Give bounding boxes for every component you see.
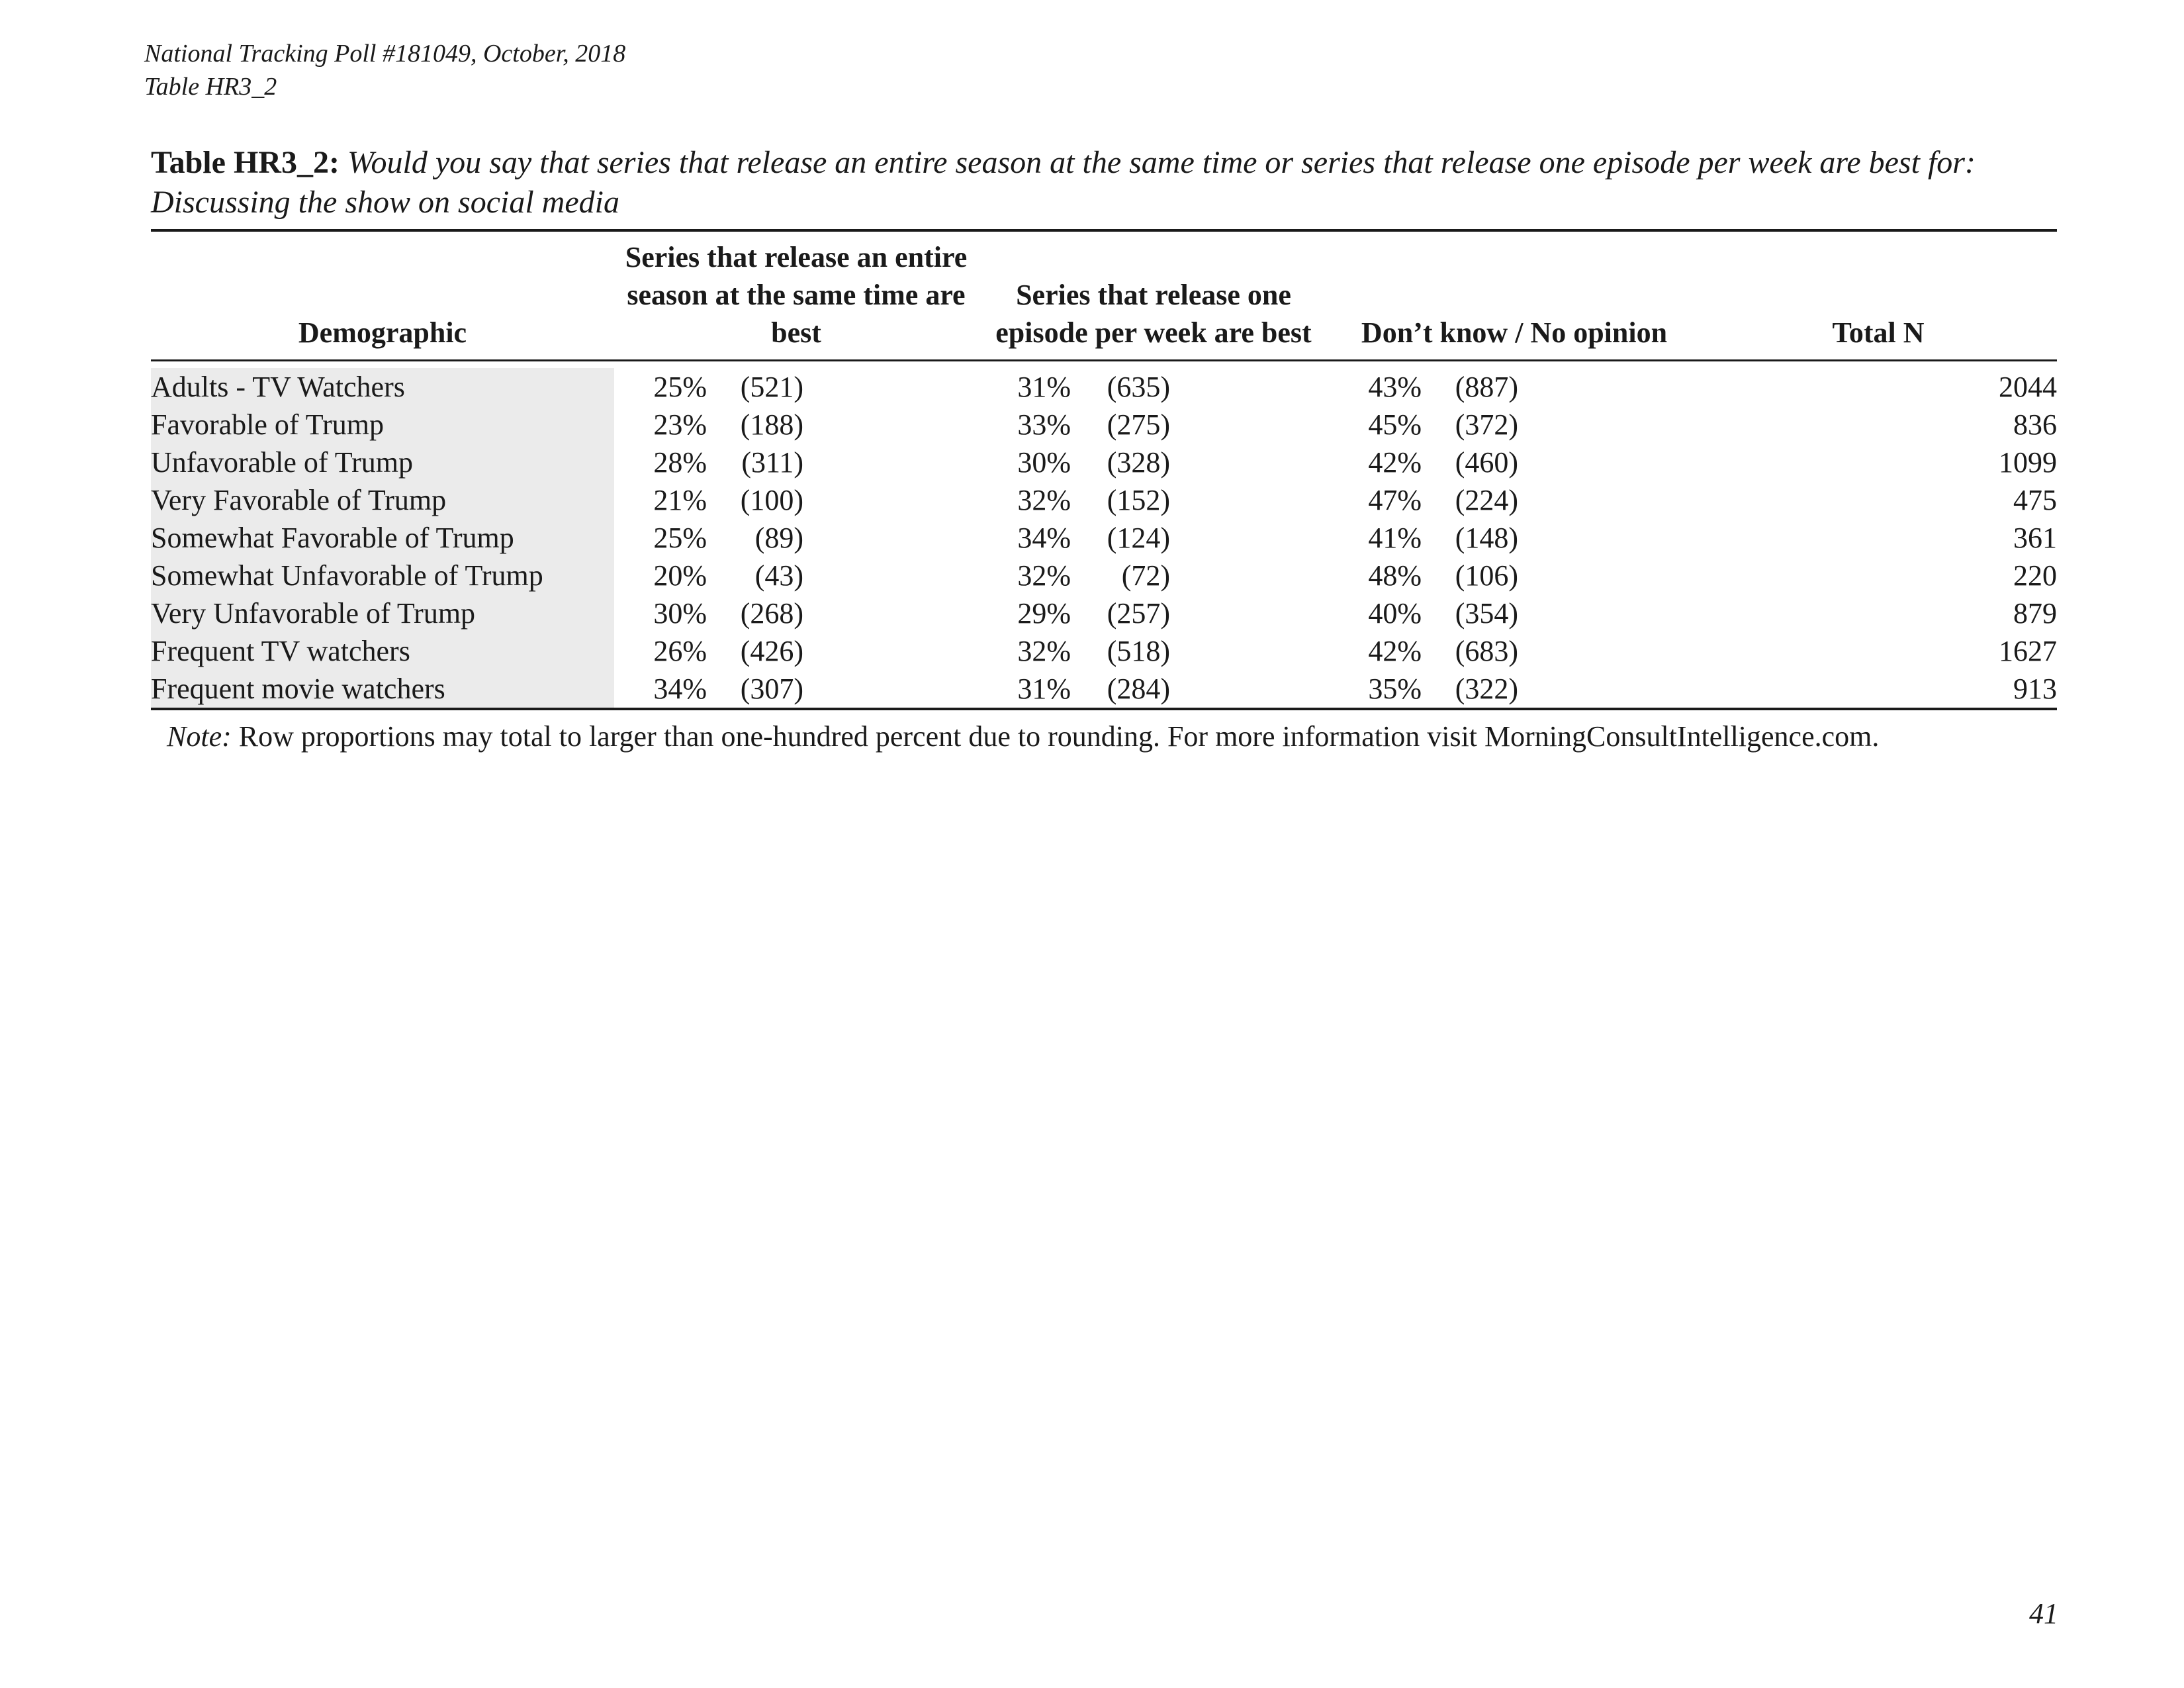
- dont-know-cell: [1329, 481, 1700, 519]
- table-row: [151, 632, 2057, 670]
- row-label: Very Favorable of Trump: [151, 481, 614, 519]
- entire-season-count: (89): [754, 522, 803, 554]
- table-caption: [151, 143, 2057, 222]
- entire-season-cell-content: [614, 670, 978, 708]
- dont-know-count: (683): [1455, 635, 1518, 667]
- row-label: Frequent TV watchers: [151, 632, 614, 670]
- one-per-week-count: (518): [1107, 635, 1170, 667]
- one-per-week-cell-content: [978, 557, 1329, 594]
- entire-season-count: (307): [740, 673, 803, 705]
- entire-season-cell: [614, 519, 978, 557]
- dont-know-percent: 42%: [1368, 446, 1422, 479]
- spacer-row: [151, 361, 2057, 369]
- one-per-week-cell-content: [978, 481, 1329, 519]
- dont-know-count: (322): [1455, 673, 1518, 705]
- entire-season-cell-content: [614, 519, 978, 557]
- dont-know-cell-content: [1329, 670, 1700, 708]
- entire-season-percent: 25%: [653, 522, 707, 554]
- entire-season-percent: 26%: [653, 635, 707, 667]
- table-body: [151, 361, 2057, 710]
- caption-label: Table HR3_2:: [151, 145, 340, 180]
- dont-know-percent: 43%: [1368, 371, 1422, 403]
- dont-know-count: (372): [1455, 408, 1518, 441]
- crosstab-table: [151, 229, 2057, 755]
- total-n: 913: [2013, 673, 2057, 705]
- one-per-week-cell-content: [978, 594, 1329, 632]
- one-per-week-percent: 32%: [1017, 635, 1071, 667]
- row-label: Unfavorable of Trump: [151, 444, 614, 481]
- dont-know-cell: [1329, 519, 1700, 557]
- one-per-week-percent: 31%: [1017, 673, 1071, 705]
- one-per-week-count: (635): [1107, 371, 1170, 403]
- table-row: [151, 481, 2057, 519]
- one-per-week-count: (124): [1107, 522, 1170, 554]
- one-per-week-percent: 32%: [1017, 484, 1071, 516]
- page-number: 41: [2029, 1597, 2058, 1630]
- dont-know-count: (106): [1455, 559, 1518, 592]
- entire-season-cell: [614, 557, 978, 594]
- entire-season-cell-content: [614, 557, 978, 594]
- entire-season-count: (311): [741, 446, 803, 479]
- entire-season-cell-content: [614, 444, 978, 481]
- note-text: Row proportions may total to larger than one-hundred percent due to rounding. For more information visit MorningConsultIntelligence.com.: [238, 720, 1880, 753]
- one-per-week-percent: 33%: [1017, 408, 1071, 441]
- entire-season-count: (268): [740, 597, 803, 630]
- entire-season-count: (43): [754, 559, 803, 592]
- entire-season-cell: [614, 444, 978, 481]
- one-per-week-count: (284): [1107, 673, 1170, 705]
- table-row: [151, 444, 2057, 481]
- one-per-week-cell: [978, 670, 1329, 709]
- total-n: 361: [2013, 522, 2057, 554]
- entire-season-cell-content: [614, 594, 978, 632]
- one-per-week-cell: [978, 444, 1329, 481]
- dont-know-cell: [1329, 557, 1700, 594]
- one-per-week-percent: 31%: [1017, 371, 1071, 403]
- entire-season-cell-content: [614, 406, 978, 444]
- dont-know-percent: 42%: [1368, 635, 1422, 667]
- entire-season-percent: 20%: [653, 559, 707, 592]
- entire-season-count: (521): [740, 371, 803, 403]
- entire-season-percent: 30%: [653, 597, 707, 630]
- one-per-week-count: (257): [1107, 597, 1170, 630]
- one-per-week-cell: [978, 594, 1329, 632]
- one-per-week-cell: [978, 406, 1329, 444]
- one-per-week-cell-content: [978, 444, 1329, 481]
- poll-title: National Tracking Poll #181049, October, 2018: [144, 40, 626, 68]
- dont-know-cell-content: [1329, 594, 1700, 632]
- one-per-week-cell: [978, 519, 1329, 557]
- table-note: [151, 709, 2057, 755]
- column-header-demographic: Demographic: [298, 316, 467, 349]
- total-n: 879: [2013, 597, 2057, 630]
- entire-season-count: (100): [740, 484, 803, 516]
- dont-know-cell-content: [1329, 481, 1700, 519]
- entire-season-percent: 34%: [653, 673, 707, 705]
- entire-season-percent: 23%: [653, 408, 707, 441]
- one-per-week-cell-content: [978, 519, 1329, 557]
- one-per-week-count: (328): [1107, 446, 1170, 479]
- column-header-total: Total N: [1832, 316, 1925, 349]
- dont-know-count: (148): [1455, 522, 1518, 554]
- entire-season-cell-content: [614, 632, 978, 670]
- dont-know-percent: 40%: [1368, 597, 1422, 630]
- total-n: 475: [2013, 484, 2057, 516]
- dont-know-percent: 41%: [1368, 522, 1422, 554]
- one-per-week-cell-content: [978, 368, 1329, 406]
- row-label: Frequent movie watchers: [151, 670, 614, 709]
- running-header: [144, 37, 625, 103]
- dont-know-cell-content: [1329, 557, 1700, 594]
- row-label: Very Unfavorable of Trump: [151, 594, 614, 632]
- one-per-week-count: (275): [1107, 408, 1170, 441]
- dont-know-percent: 35%: [1368, 673, 1422, 705]
- dont-know-count: (460): [1455, 446, 1518, 479]
- total-n: 1627: [1999, 635, 2057, 667]
- entire-season-cell: [614, 481, 978, 519]
- one-per-week-cell: [978, 632, 1329, 670]
- one-per-week-percent: 32%: [1017, 559, 1071, 592]
- dont-know-cell-content: [1329, 444, 1700, 481]
- entire-season-percent: 21%: [653, 484, 707, 516]
- entire-season-cell: [614, 594, 978, 632]
- entire-season-cell: [614, 670, 978, 709]
- one-per-week-cell-content: [978, 670, 1329, 708]
- one-per-week-cell: [978, 481, 1329, 519]
- dont-know-cell: [1329, 670, 1700, 709]
- dont-know-count: (887): [1455, 371, 1518, 403]
- one-per-week-count: (152): [1107, 484, 1170, 516]
- entire-season-cell-content: [614, 481, 978, 519]
- dont-know-percent: 45%: [1368, 408, 1422, 441]
- one-per-week-cell: [978, 557, 1329, 594]
- table-row: [151, 368, 2057, 406]
- dont-know-cell: [1329, 368, 1700, 406]
- table-row: [151, 594, 2057, 632]
- entire-season-count: (188): [740, 408, 803, 441]
- column-header-dont-know: Don’t know / No opinion: [1361, 316, 1668, 349]
- dont-know-cell: [1329, 594, 1700, 632]
- one-per-week-percent: 30%: [1017, 446, 1071, 479]
- dont-know-count: (354): [1455, 597, 1518, 630]
- one-per-week-cell: [978, 368, 1329, 406]
- total-n: 220: [2013, 559, 2057, 592]
- one-per-week-cell-content: [978, 632, 1329, 670]
- entire-season-cell: [614, 368, 978, 406]
- one-per-week-cell-content: [978, 406, 1329, 444]
- table-row: [151, 406, 2057, 444]
- row-label: Somewhat Favorable of Trump: [151, 519, 614, 557]
- table-row: [151, 519, 2057, 557]
- dont-know-percent: 48%: [1368, 559, 1422, 592]
- entire-season-cell: [614, 406, 978, 444]
- total-n: 836: [2013, 408, 2057, 441]
- header-row: [151, 230, 2057, 361]
- dont-know-cell: [1329, 444, 1700, 481]
- one-per-week-percent: 29%: [1017, 597, 1071, 630]
- dont-know-cell: [1329, 406, 1700, 444]
- table-row: [151, 670, 2057, 709]
- entire-season-cell: [614, 632, 978, 670]
- note-label: Note:: [167, 720, 232, 753]
- dont-know-count: (224): [1455, 484, 1518, 516]
- total-n: 2044: [1999, 371, 2057, 403]
- row-label: Adults - TV Watchers: [151, 368, 614, 406]
- table-id: Table HR3_2: [144, 73, 277, 101]
- dont-know-cell-content: [1329, 632, 1700, 670]
- column-header-one-per-week: Series that release one episode per week are best: [995, 279, 1312, 349]
- caption-text: Would you say that series that release an entire season at the same time or series that release one episode per week are best for: Discussing the show on social media: [151, 145, 1976, 220]
- one-per-week-count: (72): [1121, 559, 1170, 592]
- one-per-week-percent: 34%: [1017, 522, 1071, 554]
- row-label: Favorable of Trump: [151, 406, 614, 444]
- entire-season-cell-content: [614, 368, 978, 406]
- row-label: Somewhat Unfavorable of Trump: [151, 557, 614, 594]
- note-row: [151, 709, 2057, 755]
- entire-season-percent: 25%: [653, 371, 707, 403]
- dont-know-cell-content: [1329, 368, 1700, 406]
- entire-season-percent: 28%: [653, 446, 707, 479]
- table-row: [151, 557, 2057, 594]
- dont-know-cell: [1329, 632, 1700, 670]
- entire-season-count: (426): [740, 635, 803, 667]
- dont-know-cell-content: [1329, 406, 1700, 444]
- dont-know-percent: 47%: [1368, 484, 1422, 516]
- column-header-entire-season: Series that release an entire season at the same time are best: [625, 241, 968, 349]
- total-n: 1099: [1999, 446, 2057, 479]
- dont-know-cell-content: [1329, 519, 1700, 557]
